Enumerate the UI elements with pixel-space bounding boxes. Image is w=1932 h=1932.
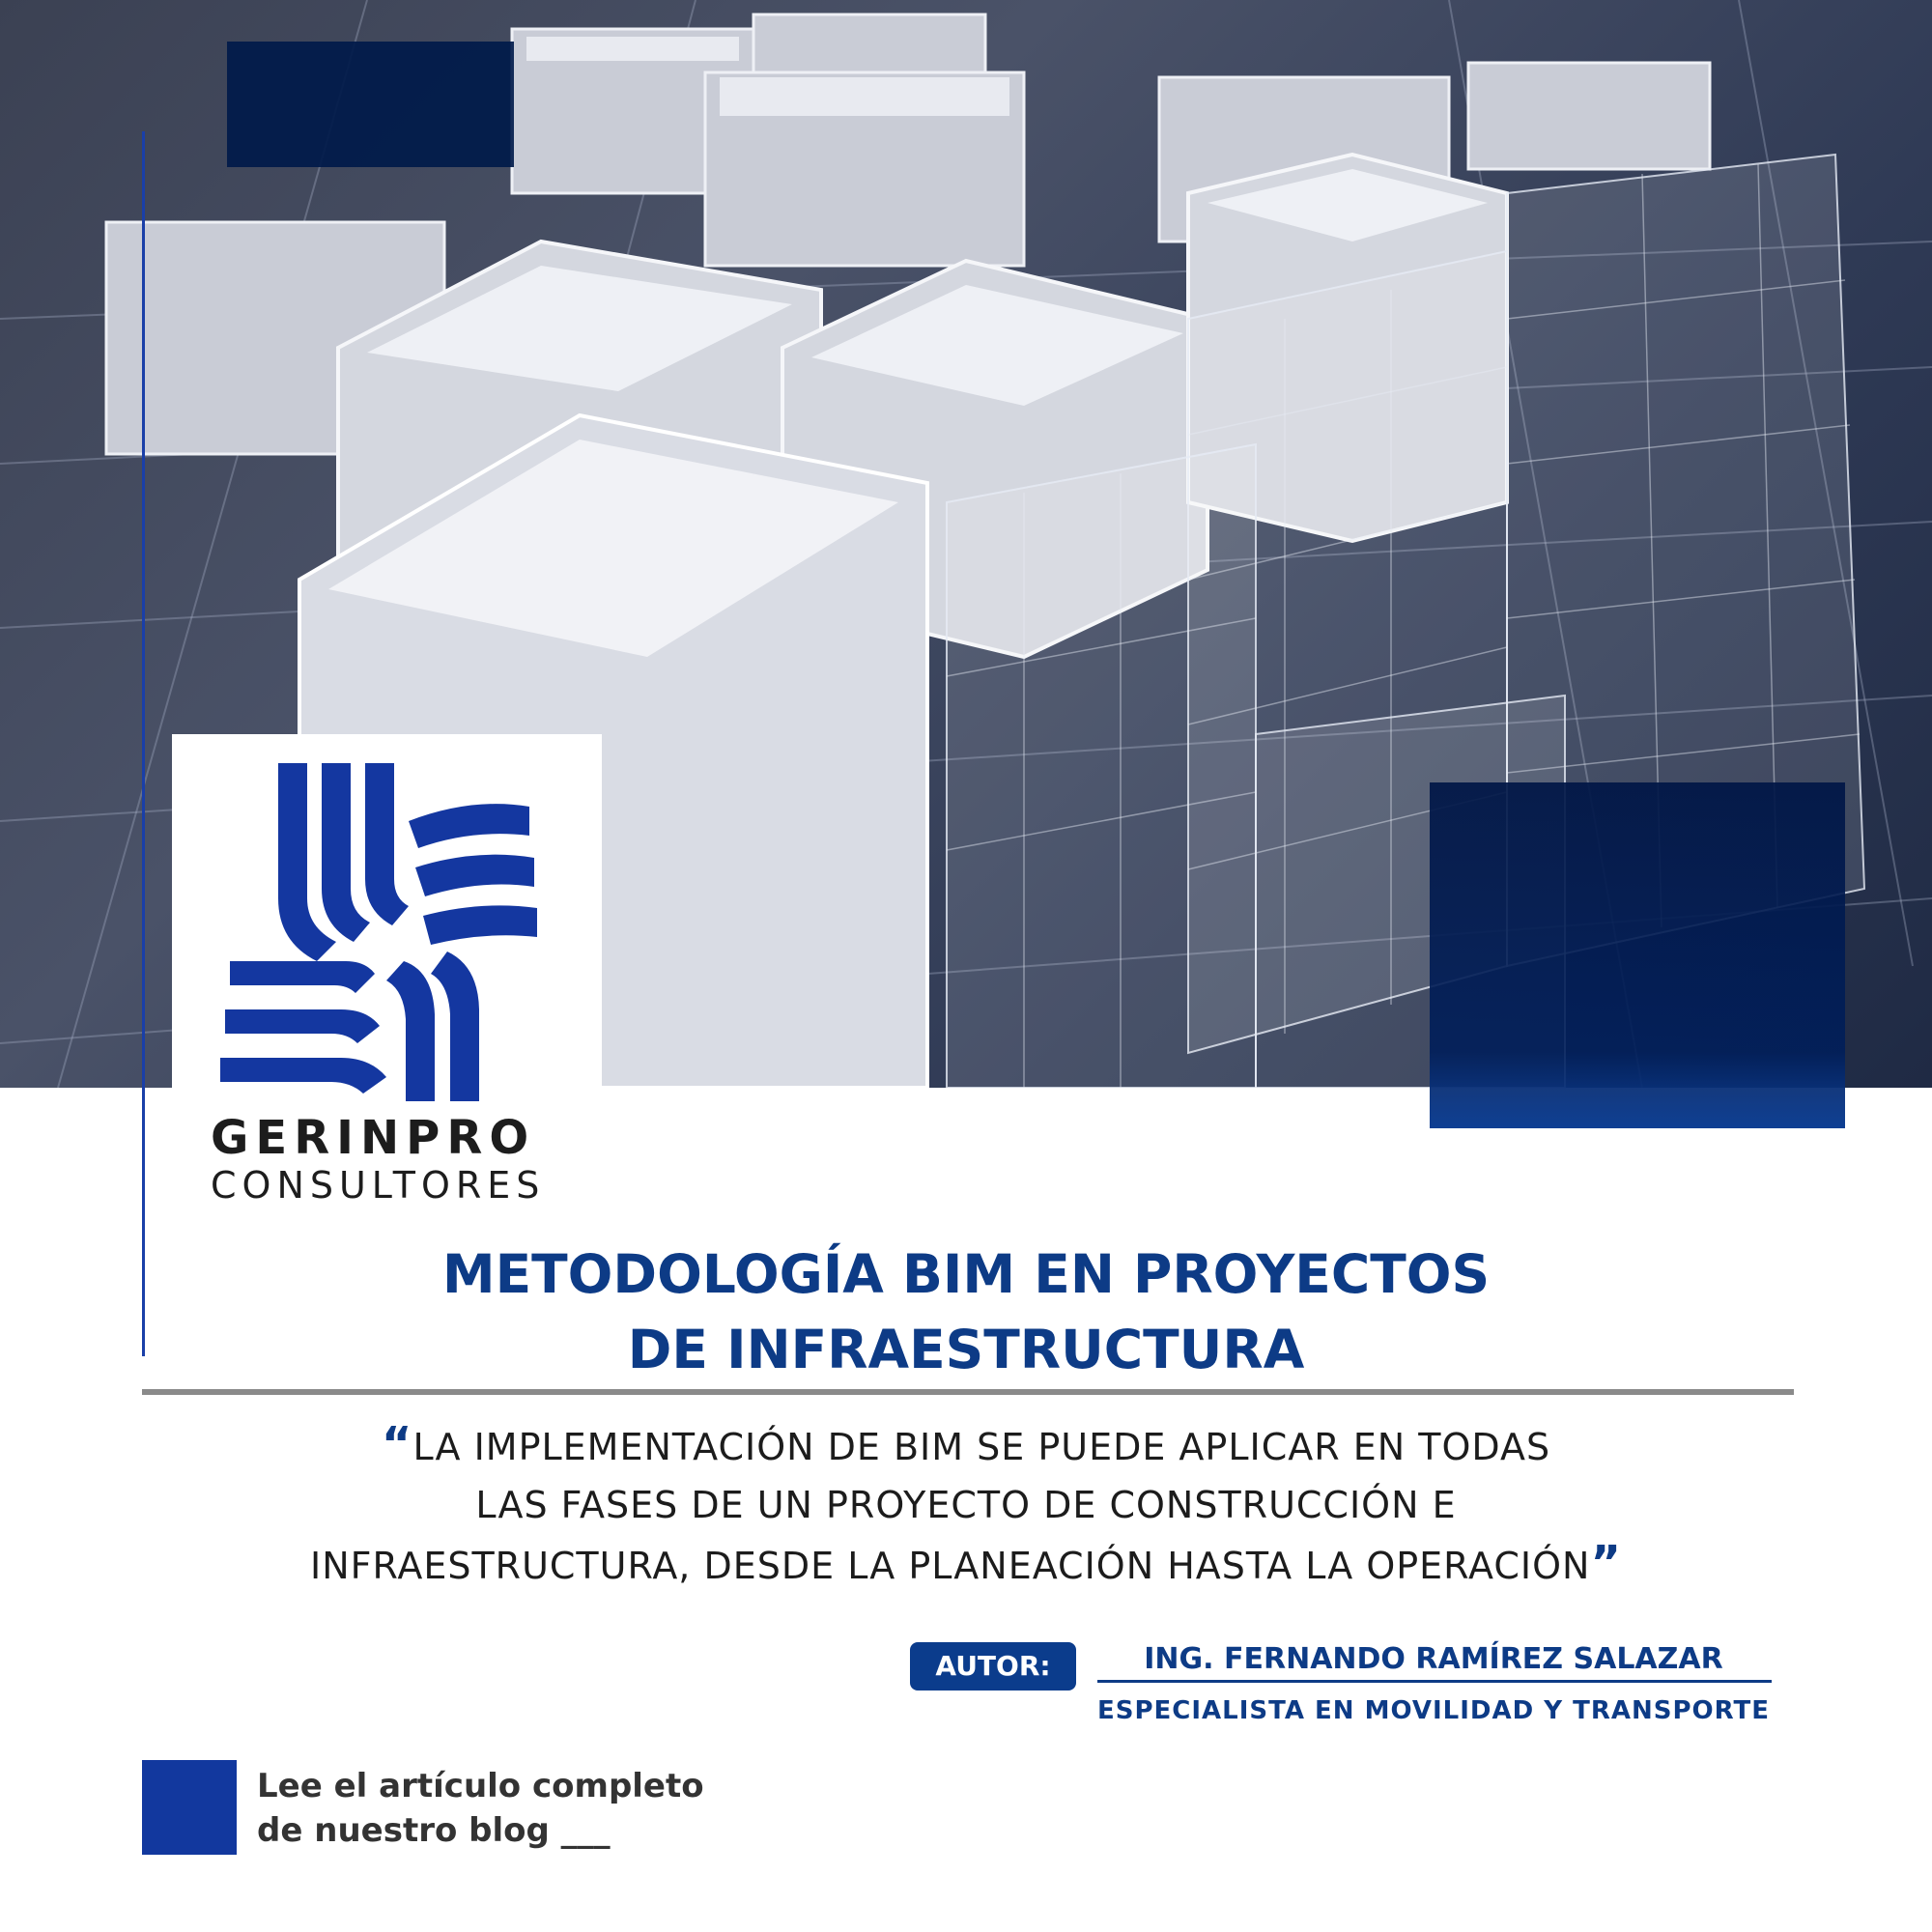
author-underline [1097, 1680, 1772, 1683]
title-line-2: DE INFRAESTRUCTURA [627, 1319, 1305, 1380]
author-title: ESPECIALISTA EN MOVILIDAD Y TRANSPORTE [1097, 1696, 1771, 1725]
logo-card [172, 734, 602, 1227]
accent-square-top [227, 42, 514, 167]
quote-line-2: LAS FASES DE UN PROYECTO DE CONSTRUCCIÓN E [475, 1484, 1457, 1526]
quote-close-mark: ” [1590, 1536, 1622, 1590]
quote-block [126, 1415, 1806, 1595]
section-divider [142, 1389, 1794, 1395]
page-title [174, 1236, 1758, 1387]
author-label-badge: AUTOR: [910, 1642, 1076, 1690]
blog-line-2: de nuestro blog ___ [257, 1811, 611, 1850]
blog-line-1: Lee el artículo completo [257, 1767, 704, 1805]
author-name: ING. FERNANDO RAMÍREZ SALAZAR [1144, 1642, 1723, 1676]
quote-line-1-text: LA IMPLEMENTACIÓN DE BIM SE PUEDE APLICAR EN TODAS [412, 1426, 1551, 1468]
blog-accent-square [142, 1760, 237, 1855]
brand-subtitle: CONSULTORES [211, 1164, 546, 1207]
left-accent-line [142, 131, 145, 1356]
brand-name: GERINPRO [211, 1111, 536, 1165]
quote-line-3-text: INFRAESTRUCTURA, DESDE LA PLANEACIÓN HASTA LA OPERACIÓN [309, 1545, 1591, 1587]
accent-square-right [1430, 782, 1845, 1128]
quote-open-mark: “ [381, 1417, 413, 1471]
gerinpro-swirl-logo [211, 753, 558, 1111]
blog-link[interactable] [257, 1764, 837, 1853]
quote-line-3 [126, 1534, 1806, 1595]
title-line-1: METODOLOGÍA BIM EN PROYECTOS [441, 1243, 1491, 1305]
quote-line-1 [126, 1415, 1806, 1476]
